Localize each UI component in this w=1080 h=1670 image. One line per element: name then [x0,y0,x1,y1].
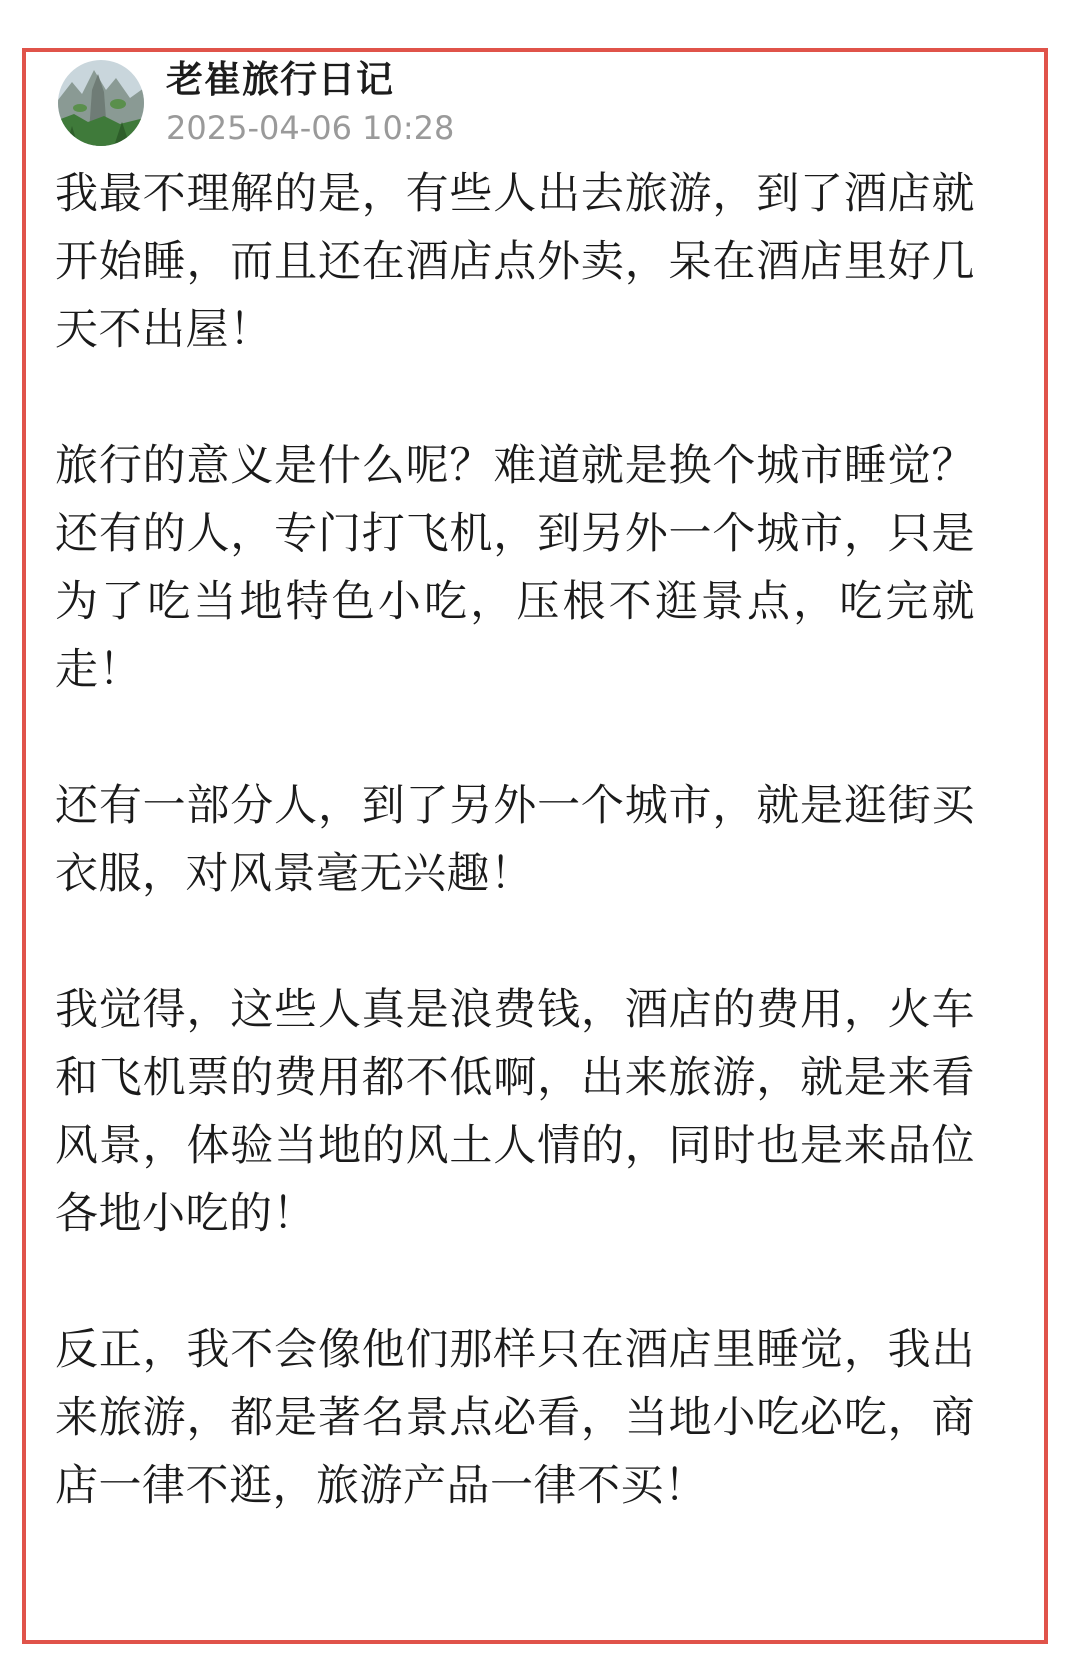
author-name[interactable]: 老崔旅行日记 [166,58,394,101]
post-paragraph: 我觉得，这些人真是浪费钱，酒店的费用，火车和飞机票的费用都不低啊，出来旅游，就是来看风景，体验当地的风土人情的，同时也是来品位各地小吃的！ [55,985,975,1239]
post-body [55,160,975,1520]
post-timestamp: 2025-04-06 10:28 [166,109,455,147]
post-meta [166,56,454,150]
post-paragraph: 旅行的意义是什么呢？难道就是换个城市睡觉？还有的人，专门打飞机，到另外一个城市，只是为了吃当地特色小吃，压根不逛景点，吃完就走！ [55,441,975,695]
post-paragraph: 还有一部分人，到了另外一个城市，就是逛街买衣服，对风景毫无兴趣！ [55,781,975,899]
mountain-landscape-avatar-icon[interactable] [58,60,144,146]
post-paragraph: 我最不理解的是，有些人出去旅游，到了酒店就开始睡，而且还在酒店点外卖，呆在酒店里好几天不出屋！ [55,169,975,355]
post-paragraph: 反正，我不会像他们那样只在酒店里睡觉，我出来旅游，都是著名景点必看，当地小吃必吃，商店一律不逛，旅游产品一律不买！ [55,1325,975,1511]
post-header [58,56,454,150]
